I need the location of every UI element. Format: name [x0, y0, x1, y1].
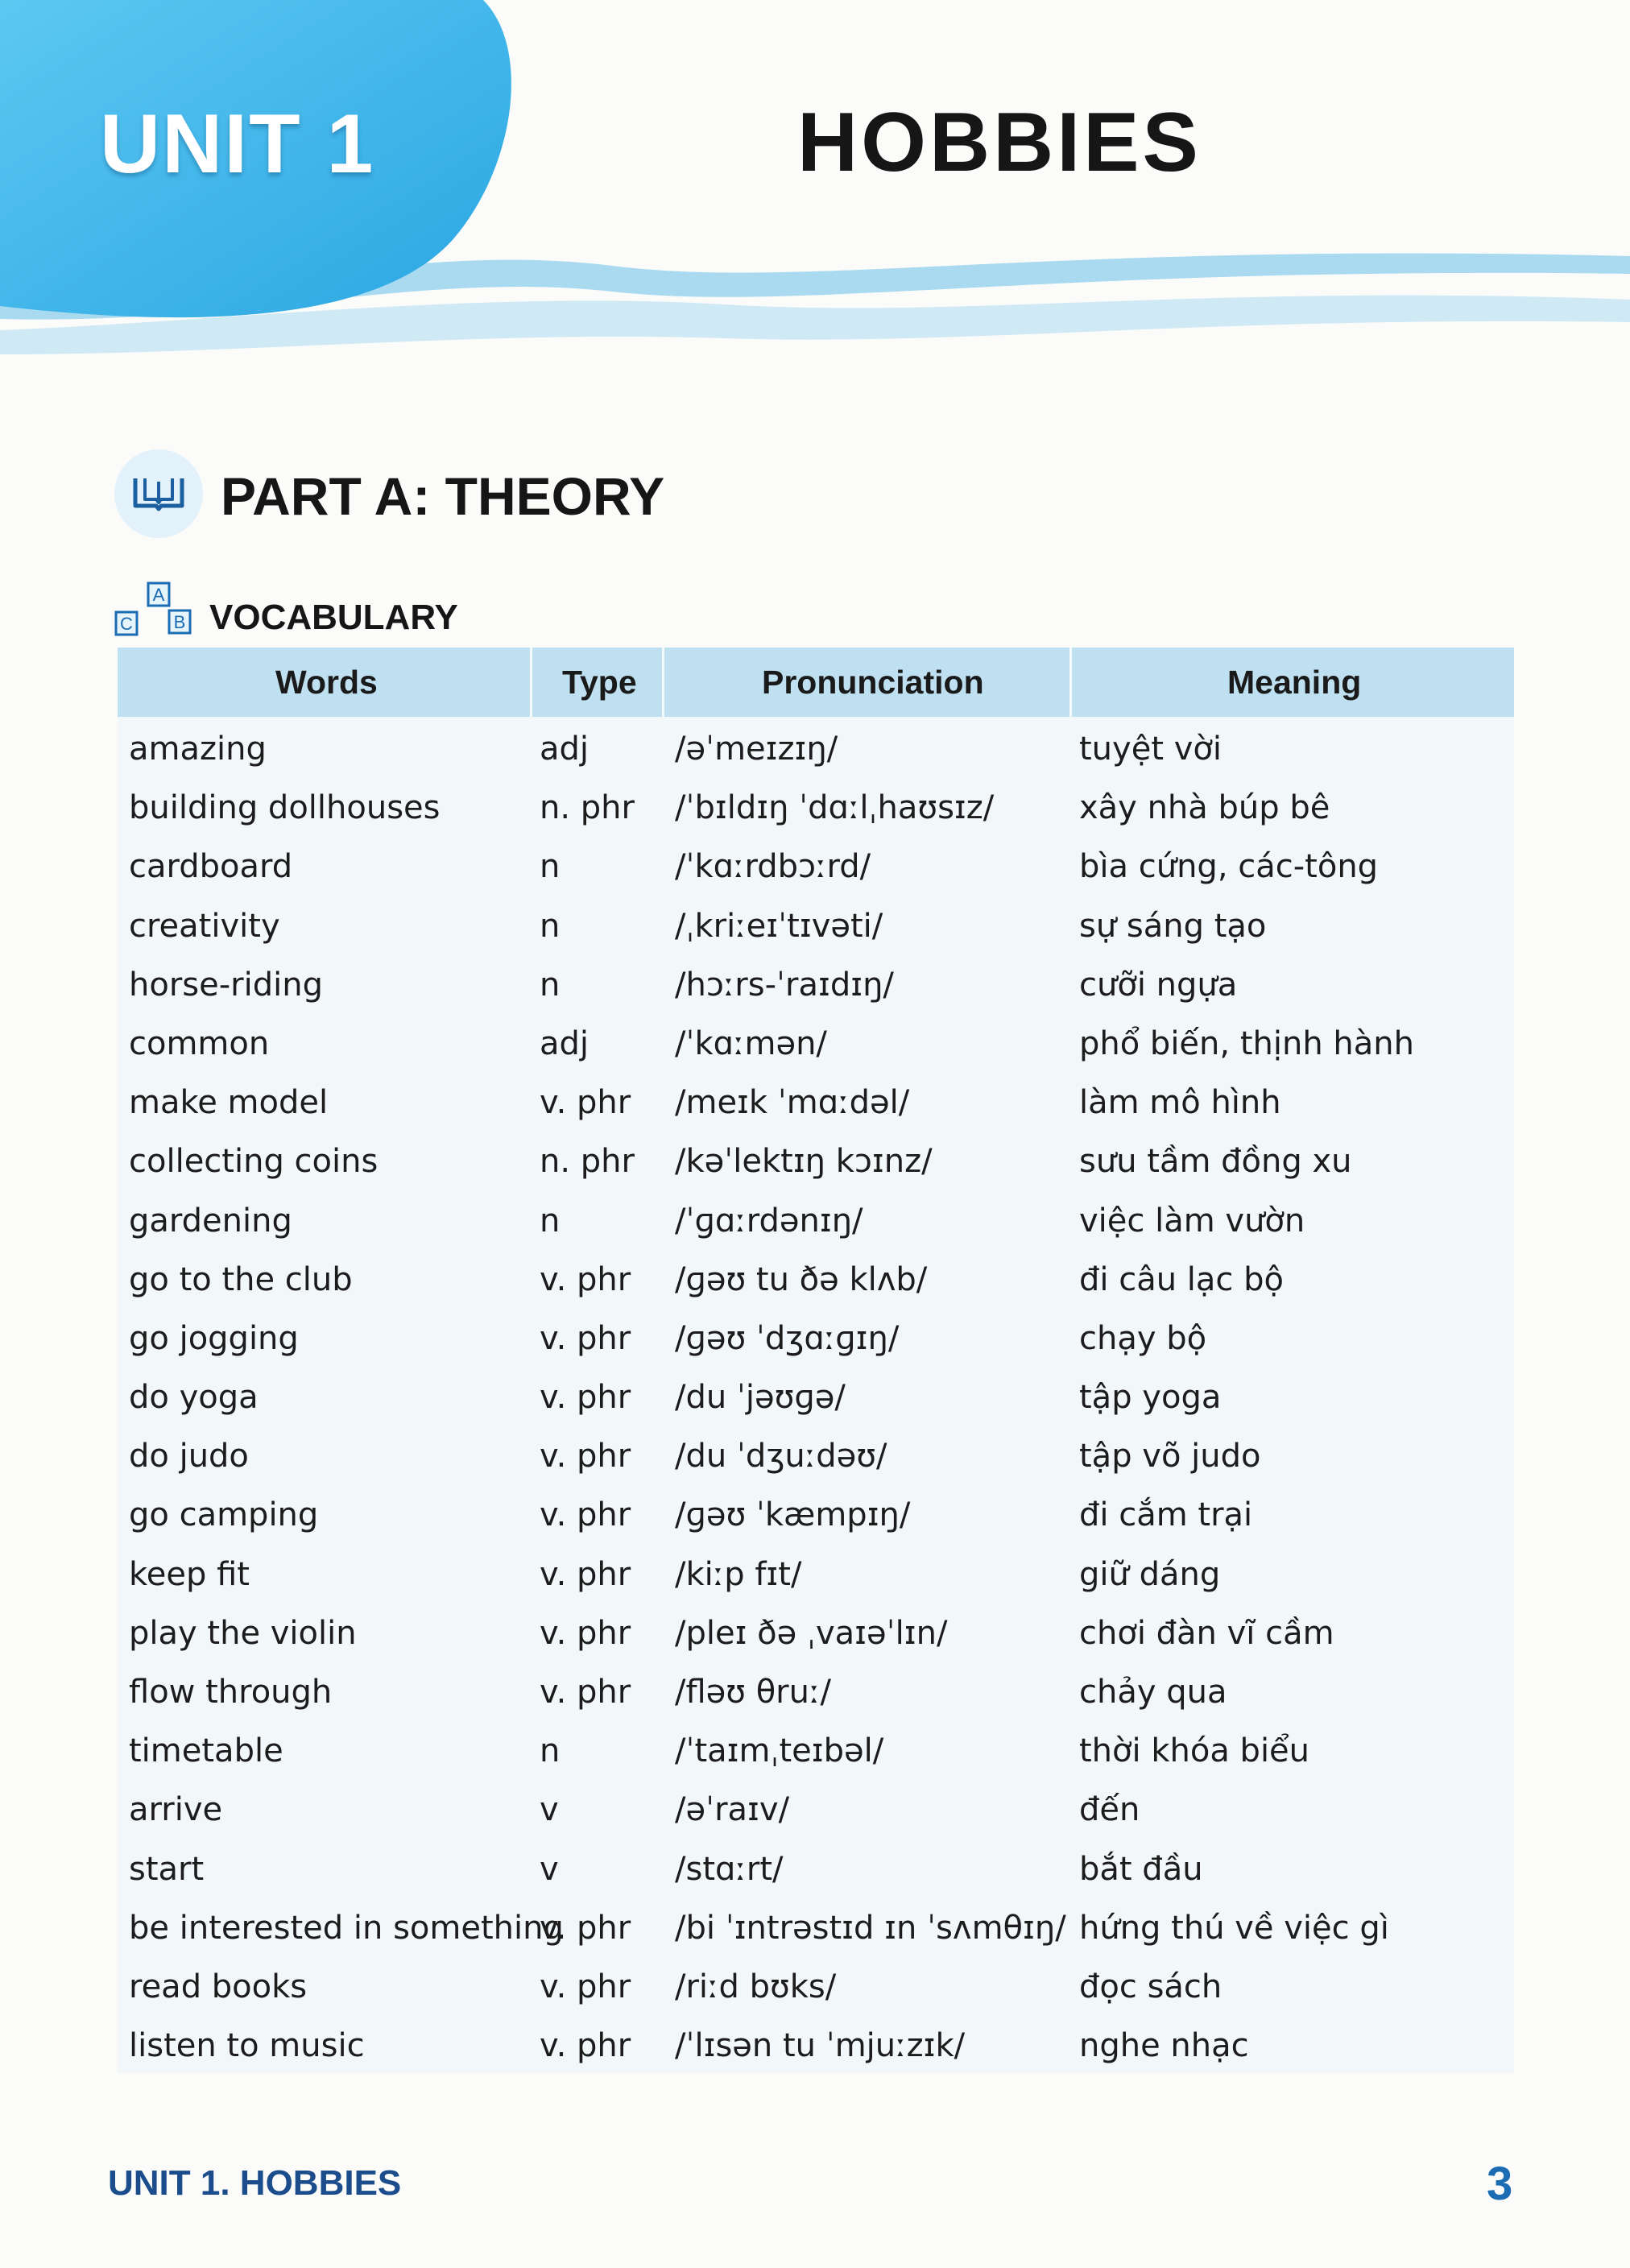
- cell-type: n: [540, 1202, 561, 1240]
- column-header-meaning: Meaning: [1227, 664, 1362, 701]
- cell-word: arrive: [129, 1791, 223, 1829]
- cell-meaning: tập võ judo: [1079, 1438, 1261, 1475]
- cell-type: n. phr: [540, 1143, 635, 1181]
- cell-pronunciation: /əˈmeɪzɪŋ/: [675, 730, 838, 768]
- vocabulary-title: VOCABULARY: [209, 598, 458, 637]
- cell-type: v: [540, 1791, 559, 1829]
- cell-meaning: nghe nhạc: [1079, 2027, 1249, 2065]
- vocabulary-table: [118, 648, 1514, 2073]
- cell-pronunciation: /ˈlɪsən tu ˈmjuːzɪk/: [675, 2027, 966, 2065]
- table-row: [118, 956, 1514, 1015]
- cell-meaning: phổ biến, thịnh hành: [1079, 1024, 1414, 1062]
- column-header-pronunciation: Pronunciation: [762, 664, 984, 701]
- cell-meaning: tập yoga: [1079, 1379, 1222, 1417]
- page-title: HOBBIES: [797, 96, 1202, 189]
- table-row: [118, 1015, 1514, 1074]
- unit-label: UNIT 1: [100, 97, 375, 191]
- part-title: PART A: THEORY: [221, 466, 665, 526]
- cell-type: adj: [540, 1024, 590, 1062]
- cell-meaning: đến: [1079, 1791, 1140, 1829]
- cell-pronunciation: /du ˈjəʊɡə/: [675, 1379, 846, 1417]
- cell-meaning: cưỡi ngựa: [1079, 966, 1238, 1004]
- table-header-row: [118, 648, 1514, 717]
- cell-word: timetable: [129, 1732, 283, 1770]
- cell-word: start: [129, 1850, 205, 1888]
- cell-type: n: [540, 907, 561, 945]
- cell-word: read books: [129, 1968, 308, 2005]
- cell-type: v. phr: [540, 1084, 631, 1122]
- table-row: [118, 1546, 1514, 1604]
- table-row: [118, 1840, 1514, 1899]
- page-number: 3: [1487, 2158, 1513, 2210]
- cell-meaning: làm mô hình: [1079, 1084, 1281, 1122]
- cell-word: do yoga: [129, 1379, 259, 1417]
- table-row: [118, 2017, 1514, 2076]
- abc-blocks-icon: [113, 581, 201, 648]
- cell-type: v. phr: [540, 1319, 631, 1357]
- cell-meaning: chạy bộ: [1079, 1319, 1207, 1357]
- cell-word: gardening: [129, 1202, 292, 1240]
- table-row: [118, 779, 1514, 838]
- cell-word: cardboard: [129, 848, 293, 886]
- table-row: [118, 720, 1514, 779]
- cell-type: n: [540, 848, 561, 886]
- table-body: [118, 720, 1514, 2076]
- column-divider: [530, 648, 532, 717]
- cell-pronunciation: /ˈkɑːrdbɔːrd/: [675, 848, 871, 886]
- table-row: [118, 1427, 1514, 1486]
- column-divider: [1069, 648, 1072, 717]
- cell-meaning: tuyệt vời: [1079, 730, 1222, 768]
- cell-type: v. phr: [540, 1614, 631, 1652]
- cell-pronunciation: /kəˈlektɪŋ kɔɪnz/: [675, 1143, 933, 1181]
- table-row: [118, 1663, 1514, 1722]
- cell-type: n. phr: [540, 789, 635, 827]
- table-row: [118, 1781, 1514, 1840]
- cell-pronunciation: /ˌkriːeɪˈtɪvəti/: [675, 907, 883, 945]
- cell-meaning: việc làm vườn: [1079, 1202, 1305, 1240]
- cell-meaning: đọc sách: [1079, 1968, 1222, 2005]
- cell-pronunciation: /kiːp fɪt/: [675, 1555, 802, 1593]
- column-header-words: Words: [275, 664, 378, 701]
- cell-meaning: đi câu lạc bộ: [1079, 1260, 1284, 1298]
- block-letter-a: A: [152, 585, 165, 605]
- cell-word: go jogging: [129, 1319, 299, 1357]
- cell-meaning: chảy qua: [1079, 1674, 1227, 1711]
- cell-type: v. phr: [540, 1674, 631, 1711]
- cell-type: n: [540, 966, 561, 1004]
- cell-type: v. phr: [540, 2027, 631, 2065]
- column-divider: [662, 648, 664, 717]
- cell-type: n: [540, 1732, 561, 1770]
- cell-word: go camping: [129, 1496, 319, 1534]
- cell-meaning: chơi đàn vĩ cầm: [1079, 1614, 1334, 1652]
- cell-meaning: hứng thú về việc gì: [1079, 1909, 1389, 1947]
- cell-type: v. phr: [540, 1260, 631, 1298]
- column-header-type: Type: [562, 664, 637, 701]
- cell-word: play the violin: [129, 1614, 357, 1652]
- cell-pronunciation: /ɡəʊ ˈkæmpɪŋ/: [675, 1496, 911, 1534]
- footer-unit-label: UNIT 1. HOBBIES: [108, 2163, 402, 2203]
- cell-type: v. phr: [540, 1438, 631, 1475]
- cell-word: creativity: [129, 907, 280, 945]
- cell-meaning: giữ dáng: [1079, 1555, 1221, 1593]
- cell-pronunciation: /bi ˈɪntrəstɪd ɪn ˈsʌmθɪŋ/: [675, 1909, 1066, 1947]
- table-row: [118, 1958, 1514, 2017]
- cell-word: common: [129, 1024, 270, 1062]
- cell-pronunciation: /fləʊ θruː/: [675, 1674, 831, 1711]
- block-letter-b: B: [173, 612, 186, 632]
- cell-meaning: bìa cứng, các-tông: [1079, 848, 1379, 886]
- table-row: [118, 1368, 1514, 1427]
- table-row: [118, 1722, 1514, 1781]
- cell-meaning: xây nhà búp bê: [1079, 789, 1330, 827]
- cell-type: v. phr: [540, 1909, 631, 1947]
- cell-pronunciation: /riːd bʊks/: [675, 1968, 837, 2005]
- cell-pronunciation: /ˈtaɪmˌteɪbəl/: [675, 1732, 884, 1770]
- cell-meaning: bắt đầu: [1079, 1850, 1203, 1888]
- cell-word: keep fit: [129, 1555, 250, 1593]
- cell-pronunciation: /ɡəʊ ˈdʒɑːɡɪŋ/: [675, 1319, 900, 1357]
- cell-pronunciation: /ɡəʊ tu ðə klʌb/: [675, 1260, 928, 1298]
- cell-word: go to the club: [129, 1260, 353, 1298]
- cell-word: flow through: [129, 1674, 333, 1711]
- cell-pronunciation: /ˈbɪldɪŋ ˈdɑːlˌhaʊsɪz/: [675, 789, 995, 827]
- table-row: [118, 897, 1514, 956]
- cell-pronunciation: /pleɪ ðə ˌvaɪəˈlɪn/: [675, 1614, 948, 1652]
- table-row: [118, 1899, 1514, 1958]
- cell-pronunciation: /stɑːrt/: [675, 1850, 784, 1888]
- cell-word: make model: [129, 1084, 329, 1122]
- cell-type: v: [540, 1850, 559, 1888]
- book-icon: [114, 449, 203, 538]
- block-letter-c: C: [120, 614, 133, 634]
- cell-pronunciation: /meɪk ˈmɑːdəl/: [675, 1084, 910, 1122]
- cell-pronunciation: /du ˈdʒuːdəʊ/: [675, 1438, 887, 1475]
- cell-meaning: sưu tầm đồng xu: [1079, 1143, 1352, 1181]
- cell-pronunciation: /ˈɡɑːrdənɪŋ/: [675, 1202, 863, 1240]
- cell-meaning: thời khóa biểu: [1079, 1732, 1310, 1770]
- cell-word: building dollhouses: [129, 789, 441, 827]
- cell-pronunciation: /hɔːrs-ˈraɪdɪŋ/: [675, 966, 894, 1004]
- table-row: [118, 1251, 1514, 1310]
- cell-word: horse-riding: [129, 966, 323, 1004]
- cell-meaning: sự sáng tạo: [1079, 907, 1267, 945]
- cell-type: v. phr: [540, 1555, 631, 1593]
- cell-type: adj: [540, 730, 590, 768]
- cell-word: do judo: [129, 1438, 249, 1475]
- table-row: [118, 838, 1514, 896]
- cell-type: v. phr: [540, 1496, 631, 1534]
- table-row: [118, 1604, 1514, 1663]
- table-row: [118, 1192, 1514, 1251]
- cell-meaning: đi cắm trại: [1079, 1496, 1253, 1534]
- cell-pronunciation: /ˈkɑːmən/: [675, 1024, 827, 1062]
- table-row: [118, 1486, 1514, 1545]
- cell-word: be interested in something: [129, 1909, 564, 1947]
- cell-type: v. phr: [540, 1968, 631, 2005]
- cell-type: v. phr: [540, 1379, 631, 1417]
- cell-word: listen to music: [129, 2027, 365, 2065]
- cell-pronunciation: /əˈraɪv/: [675, 1791, 790, 1829]
- cell-word: collecting coins: [129, 1143, 379, 1181]
- cell-word: amazing: [129, 730, 267, 768]
- table-row: [118, 1074, 1514, 1132]
- table-row: [118, 1132, 1514, 1191]
- table-row: [118, 1310, 1514, 1368]
